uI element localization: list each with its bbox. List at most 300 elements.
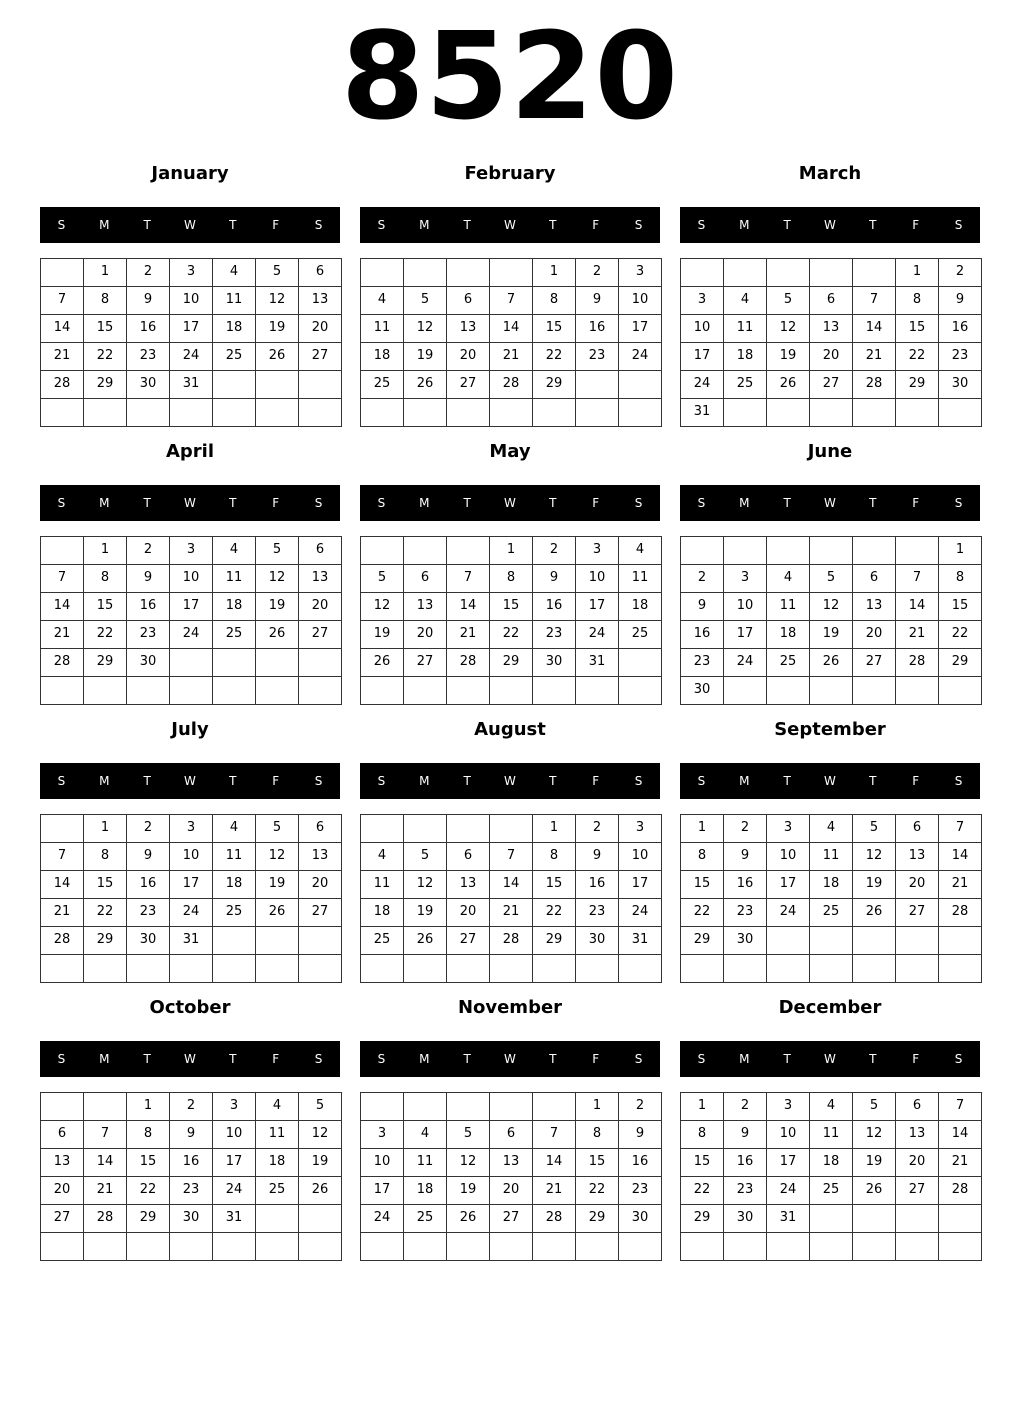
day-cell (809, 926, 853, 955)
day-cell: 8 (83, 842, 127, 871)
day-cell: 4 (403, 1120, 447, 1149)
day-cell: 14 (852, 314, 896, 343)
day-cell: 26 (255, 620, 299, 649)
day-cell: 12 (255, 842, 299, 871)
day-cell (255, 926, 299, 955)
day-cell (298, 398, 342, 427)
day-cell: 5 (360, 564, 404, 593)
day-cell: 20 (895, 870, 939, 899)
day-cell: 17 (723, 620, 767, 649)
day-cell: 26 (255, 898, 299, 927)
weekday-label: S (697, 1052, 706, 1066)
day-cell: 27 (446, 370, 490, 399)
day-cell: 20 (446, 342, 490, 371)
day-cell: 5 (852, 814, 896, 843)
day-cell (212, 370, 256, 399)
day-cell: 27 (446, 926, 490, 955)
day-cell (360, 814, 404, 843)
weekday-label: M (739, 1052, 750, 1066)
day-cell (169, 676, 213, 705)
weekday-label: W (824, 774, 836, 788)
day-cell (298, 676, 342, 705)
day-grid (40, 536, 341, 704)
weekday-label: M (739, 218, 750, 232)
day-cell: 8 (489, 564, 533, 593)
day-cell: 17 (766, 870, 810, 899)
day-cell: 22 (532, 342, 576, 371)
day-cell: 7 (938, 814, 982, 843)
day-cell: 9 (532, 564, 576, 593)
day-cell: 8 (938, 564, 982, 593)
day-cell: 4 (212, 258, 256, 287)
day-cell: 17 (575, 592, 619, 621)
day-cell: 25 (360, 370, 404, 399)
day-cell: 4 (360, 286, 404, 315)
day-cell: 23 (723, 898, 767, 927)
weekday-header (40, 1041, 340, 1077)
day-cell: 18 (766, 620, 810, 649)
day-cell: 11 (212, 286, 256, 315)
day-cell: 19 (446, 1176, 490, 1205)
day-cell: 31 (618, 926, 662, 955)
day-cell (40, 398, 84, 427)
day-cell: 8 (126, 1120, 170, 1149)
day-cell: 1 (532, 258, 576, 287)
weekday-label: M (739, 774, 750, 788)
day-grid (360, 814, 661, 982)
day-cell: 21 (489, 342, 533, 371)
weekday-header (360, 207, 660, 243)
day-cell: 23 (938, 342, 982, 371)
day-cell (532, 1092, 576, 1121)
day-cell: 25 (403, 1204, 447, 1233)
day-cell (766, 536, 810, 565)
day-cell: 2 (618, 1092, 662, 1121)
day-cell: 2 (723, 1092, 767, 1121)
day-cell (255, 1232, 299, 1261)
day-cell: 30 (126, 648, 170, 677)
day-cell: 12 (766, 314, 810, 343)
day-cell: 14 (40, 870, 84, 899)
day-cell: 14 (895, 592, 939, 621)
day-cell: 5 (255, 536, 299, 565)
weekday-header (680, 1041, 980, 1077)
day-cell: 24 (169, 342, 213, 371)
weekday-label: S (314, 1052, 323, 1066)
day-cell (169, 648, 213, 677)
day-cell (83, 1232, 127, 1261)
day-cell: 13 (40, 1148, 84, 1177)
weekday-label: F (592, 1052, 600, 1066)
day-cell: 11 (212, 564, 256, 593)
day-cell: 10 (575, 564, 619, 593)
weekday-label: M (99, 1052, 110, 1066)
month-february (360, 158, 660, 436)
day-cell: 10 (618, 286, 662, 315)
day-cell (360, 258, 404, 287)
day-cell (403, 258, 447, 287)
day-cell (809, 1204, 853, 1233)
day-cell: 2 (532, 536, 576, 565)
day-cell: 7 (489, 286, 533, 315)
day-cell: 2 (126, 258, 170, 287)
weekday-label: S (314, 218, 323, 232)
weekday-label: W (184, 1052, 196, 1066)
day-cell: 4 (766, 564, 810, 593)
day-cell: 26 (852, 1176, 896, 1205)
day-cell: 1 (680, 1092, 724, 1121)
day-cell: 21 (83, 1176, 127, 1205)
day-cell: 14 (489, 314, 533, 343)
month-name: January (151, 163, 229, 184)
day-cell: 29 (83, 370, 127, 399)
weekday-label: W (504, 1052, 516, 1066)
day-cell (403, 536, 447, 565)
day-cell: 14 (532, 1148, 576, 1177)
weekday-label: W (824, 496, 836, 510)
day-cell: 15 (83, 314, 127, 343)
day-cell: 4 (255, 1092, 299, 1121)
day-cell (618, 370, 662, 399)
day-cell (298, 648, 342, 677)
day-cell: 6 (446, 286, 490, 315)
day-cell (403, 676, 447, 705)
day-cell (212, 1232, 256, 1261)
day-cell: 4 (809, 814, 853, 843)
day-cell (809, 536, 853, 565)
day-cell: 3 (766, 1092, 810, 1121)
day-cell (766, 676, 810, 705)
day-cell: 13 (298, 564, 342, 593)
day-cell: 19 (360, 620, 404, 649)
weekday-label: S (377, 774, 386, 788)
day-grid (40, 1092, 341, 1260)
day-cell (680, 258, 724, 287)
day-cell (255, 676, 299, 705)
day-cell: 3 (766, 814, 810, 843)
day-cell: 2 (126, 814, 170, 843)
day-cell: 24 (723, 648, 767, 677)
day-cell: 27 (403, 648, 447, 677)
weekday-label: S (57, 774, 66, 788)
day-cell: 26 (403, 370, 447, 399)
day-cell: 23 (575, 342, 619, 371)
day-cell: 16 (618, 1148, 662, 1177)
day-cell (766, 258, 810, 287)
day-cell: 17 (618, 870, 662, 899)
day-cell: 30 (126, 370, 170, 399)
day-cell: 1 (895, 258, 939, 287)
weekday-label: F (592, 496, 600, 510)
day-cell (895, 676, 939, 705)
day-cell: 5 (446, 1120, 490, 1149)
day-cell: 30 (723, 926, 767, 955)
day-cell (446, 1232, 490, 1261)
day-cell: 19 (403, 898, 447, 927)
day-cell: 27 (298, 898, 342, 927)
day-cell: 14 (83, 1148, 127, 1177)
day-cell (895, 1204, 939, 1233)
day-cell: 6 (403, 564, 447, 593)
day-cell: 6 (298, 536, 342, 565)
day-cell (298, 954, 342, 983)
day-cell: 1 (126, 1092, 170, 1121)
day-cell (403, 954, 447, 983)
day-cell: 24 (766, 1176, 810, 1205)
day-cell (809, 676, 853, 705)
day-cell: 7 (40, 842, 84, 871)
day-cell: 27 (895, 898, 939, 927)
weekday-label: S (57, 496, 66, 510)
day-cell (723, 258, 767, 287)
day-cell: 21 (40, 342, 84, 371)
day-cell: 11 (809, 1120, 853, 1149)
day-cell: 12 (255, 286, 299, 315)
day-cell: 13 (298, 286, 342, 315)
day-cell (403, 1232, 447, 1261)
day-cell: 9 (169, 1120, 213, 1149)
weekday-label: W (504, 218, 516, 232)
day-cell: 26 (446, 1204, 490, 1233)
weekday-header (360, 485, 660, 521)
day-cell (852, 1232, 896, 1261)
day-cell: 18 (809, 1148, 853, 1177)
day-cell (852, 954, 896, 983)
day-cell: 16 (169, 1148, 213, 1177)
weekday-label: T (783, 496, 791, 510)
day-cell: 2 (680, 564, 724, 593)
day-cell: 22 (680, 898, 724, 927)
weekday-label: F (912, 1052, 920, 1066)
day-cell: 21 (40, 620, 84, 649)
day-cell: 2 (126, 536, 170, 565)
day-cell (298, 1204, 342, 1233)
day-cell (360, 954, 404, 983)
day-cell: 8 (680, 1120, 724, 1149)
day-cell: 30 (938, 370, 982, 399)
day-cell: 1 (938, 536, 982, 565)
day-cell (126, 954, 170, 983)
day-cell: 11 (360, 314, 404, 343)
day-cell: 23 (126, 342, 170, 371)
weekday-header (680, 207, 980, 243)
day-cell: 15 (680, 1148, 724, 1177)
day-cell: 9 (126, 564, 170, 593)
day-cell: 11 (618, 564, 662, 593)
weekday-label: T (869, 1052, 877, 1066)
day-cell (360, 1092, 404, 1121)
day-cell: 22 (532, 898, 576, 927)
day-cell: 31 (575, 648, 619, 677)
day-cell: 16 (126, 870, 170, 899)
day-cell (255, 370, 299, 399)
day-cell: 22 (126, 1176, 170, 1205)
weekday-label: M (739, 496, 750, 510)
day-cell (895, 926, 939, 955)
day-cell: 10 (766, 1120, 810, 1149)
day-cell (489, 1232, 533, 1261)
weekday-label: T (783, 1052, 791, 1066)
month-name: February (464, 163, 556, 184)
weekday-label: W (824, 218, 836, 232)
day-cell (212, 676, 256, 705)
day-cell: 9 (723, 842, 767, 871)
day-cell: 3 (169, 536, 213, 565)
day-cell (618, 398, 662, 427)
day-cell: 21 (938, 870, 982, 899)
day-cell (852, 1204, 896, 1233)
day-cell: 28 (40, 370, 84, 399)
day-cell: 18 (360, 342, 404, 371)
day-cell: 17 (680, 342, 724, 371)
day-cell: 24 (680, 370, 724, 399)
weekday-label: T (463, 496, 471, 510)
day-cell (446, 814, 490, 843)
month-name: March (798, 163, 862, 184)
day-cell (575, 370, 619, 399)
day-cell: 19 (298, 1148, 342, 1177)
weekday-label: S (377, 496, 386, 510)
day-cell: 7 (40, 286, 84, 315)
day-cell (766, 926, 810, 955)
day-cell (895, 398, 939, 427)
day-cell (169, 1232, 213, 1261)
day-cell: 29 (489, 648, 533, 677)
day-cell: 20 (403, 620, 447, 649)
weekday-label: S (634, 218, 643, 232)
day-cell: 19 (255, 592, 299, 621)
day-cell: 24 (169, 898, 213, 927)
day-cell (169, 398, 213, 427)
day-cell (809, 954, 853, 983)
day-cell: 22 (489, 620, 533, 649)
day-cell: 31 (169, 370, 213, 399)
day-cell: 17 (212, 1148, 256, 1177)
day-cell: 5 (255, 814, 299, 843)
day-grid (360, 1092, 661, 1260)
day-cell: 29 (938, 648, 982, 677)
day-cell: 1 (532, 814, 576, 843)
weekday-label: T (229, 774, 237, 788)
day-cell: 31 (169, 926, 213, 955)
day-cell: 18 (212, 314, 256, 343)
day-cell: 26 (809, 648, 853, 677)
day-cell: 25 (255, 1176, 299, 1205)
day-cell: 24 (618, 342, 662, 371)
day-cell (938, 676, 982, 705)
day-cell: 5 (809, 564, 853, 593)
day-cell: 3 (169, 258, 213, 287)
day-cell (298, 1232, 342, 1261)
day-cell: 25 (618, 620, 662, 649)
day-cell: 22 (895, 342, 939, 371)
day-cell (403, 814, 447, 843)
month-name: July (171, 719, 209, 740)
day-cell: 28 (40, 926, 84, 955)
day-cell: 4 (360, 842, 404, 871)
day-cell: 29 (575, 1204, 619, 1233)
day-cell: 1 (83, 536, 127, 565)
day-cell (126, 1232, 170, 1261)
weekday-label: M (99, 496, 110, 510)
day-cell: 23 (126, 620, 170, 649)
day-cell: 7 (532, 1120, 576, 1149)
day-cell (618, 1232, 662, 1261)
day-cell: 6 (852, 564, 896, 593)
day-cell: 22 (83, 620, 127, 649)
day-cell: 22 (83, 342, 127, 371)
day-cell (255, 398, 299, 427)
weekday-label: T (463, 774, 471, 788)
day-cell: 25 (809, 898, 853, 927)
weekday-label: S (634, 774, 643, 788)
weekday-label: F (592, 774, 600, 788)
day-cell: 7 (40, 564, 84, 593)
day-cell: 7 (83, 1120, 127, 1149)
day-grid (680, 814, 981, 982)
day-cell: 16 (126, 592, 170, 621)
day-cell: 17 (360, 1176, 404, 1205)
weekday-label: M (419, 774, 430, 788)
day-cell: 24 (575, 620, 619, 649)
month-january (40, 158, 340, 436)
day-cell (680, 536, 724, 565)
day-cell (766, 398, 810, 427)
day-cell: 1 (83, 814, 127, 843)
day-cell: 19 (255, 870, 299, 899)
day-cell: 25 (212, 342, 256, 371)
day-cell: 2 (575, 258, 619, 287)
day-cell (446, 1092, 490, 1121)
day-cell: 30 (723, 1204, 767, 1233)
day-cell: 20 (446, 898, 490, 927)
weekday-label: S (377, 1052, 386, 1066)
day-cell: 6 (40, 1120, 84, 1149)
day-cell: 15 (126, 1148, 170, 1177)
day-cell: 3 (360, 1120, 404, 1149)
day-cell: 28 (938, 898, 982, 927)
weekday-label: T (229, 1052, 237, 1066)
weekday-label: T (549, 218, 557, 232)
month-april (40, 436, 340, 714)
day-cell (723, 398, 767, 427)
day-cell: 5 (403, 286, 447, 315)
day-cell: 27 (852, 648, 896, 677)
day-cell: 16 (575, 314, 619, 343)
day-cell: 12 (852, 842, 896, 871)
day-cell: 26 (255, 342, 299, 371)
day-cell: 28 (532, 1204, 576, 1233)
weekday-label: W (184, 218, 196, 232)
day-cell: 14 (40, 592, 84, 621)
day-cell (40, 954, 84, 983)
day-cell: 6 (446, 842, 490, 871)
day-cell: 31 (212, 1204, 256, 1233)
day-cell: 2 (169, 1092, 213, 1121)
day-cell: 10 (169, 286, 213, 315)
day-cell: 4 (212, 536, 256, 565)
day-cell: 2 (723, 814, 767, 843)
day-cell: 22 (83, 898, 127, 927)
day-cell: 23 (575, 898, 619, 927)
day-cell: 23 (532, 620, 576, 649)
day-cell: 18 (809, 870, 853, 899)
day-cell: 15 (532, 314, 576, 343)
day-cell (489, 814, 533, 843)
weekday-label: S (697, 218, 706, 232)
day-cell (852, 258, 896, 287)
day-cell: 3 (618, 258, 662, 287)
